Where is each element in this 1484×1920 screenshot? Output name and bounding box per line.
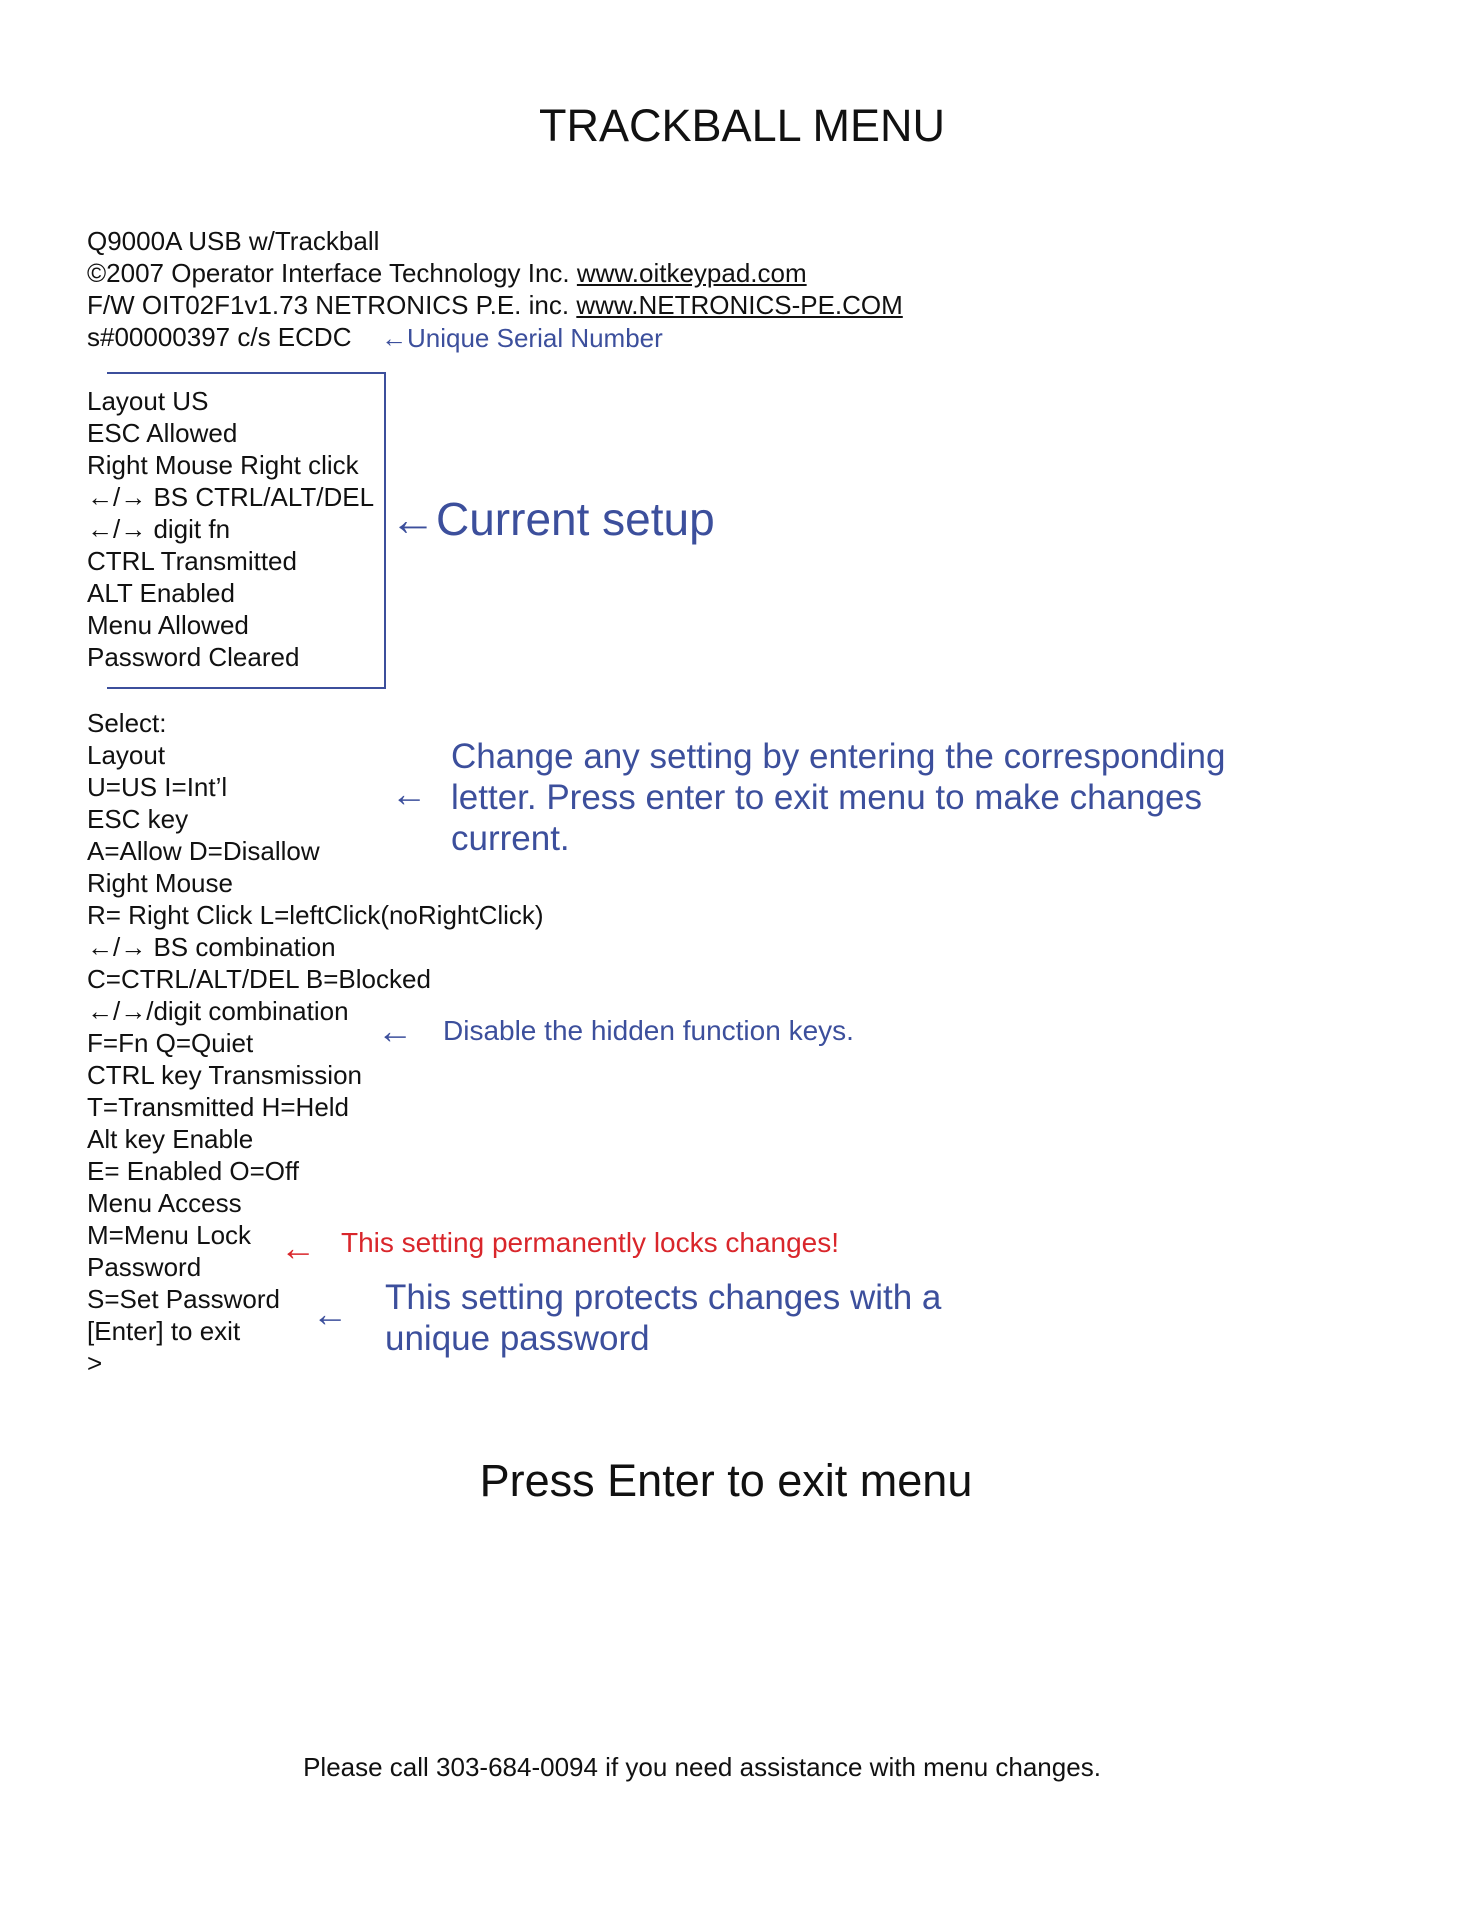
press-enter-instruction: Press Enter to exit menu (479, 1455, 973, 1506)
menu-line: F=Fn Q=Quiet (87, 1028, 254, 1058)
password-note-arrow: ← (312, 1293, 348, 1334)
setup-line: Menu Allowed (87, 610, 249, 640)
change-note-arrow: ← (391, 773, 427, 814)
menu-line: M=Menu Lock (87, 1220, 252, 1250)
password-note (385, 1277, 941, 1359)
setup-line: ESC Allowed (87, 418, 238, 448)
password-note-line: This setting protects changes with a (385, 1278, 942, 1317)
assistance-footer: Please call 303-684-0094 if you need assistance with menu changes. (303, 1752, 1101, 1782)
setup-line: Password Cleared (87, 642, 300, 672)
menu-line: Select: (87, 708, 167, 738)
setup-line: Right Mouse Right click (87, 450, 359, 480)
netronics-link[interactable]: www.NETRONICS-PE.COM (576, 290, 903, 320)
setup-line: ←/→ BS CTRL/ALT/DEL (87, 482, 375, 512)
change-note-line: Change any setting by entering the corresponding (451, 737, 1226, 776)
menu-line: CTRL key Transmission (87, 1060, 362, 1090)
menu-line: Alt key Enable (87, 1124, 254, 1154)
menu-line: R= Right Click L=leftClick(noRightClick) (87, 900, 544, 930)
menu-line: Menu Access (87, 1188, 242, 1218)
disable-note: Disable the hidden function keys. (443, 1015, 854, 1046)
menu-line: T=Transmitted H=Held (87, 1092, 350, 1122)
oitkeypad-link[interactable]: www.oitkeypad.com (576, 258, 807, 288)
menu-line: S=Set Password (87, 1284, 280, 1314)
menu-line: Layout (87, 740, 166, 770)
current-setup-note: ←Current setup (390, 493, 715, 545)
setup-line: Layout US (87, 386, 209, 416)
change-note (451, 736, 1225, 859)
serial-note: ←Unique Serial Number (381, 323, 663, 353)
lock-warning: This setting permanently locks changes! (341, 1227, 840, 1258)
menu-line: Right Mouse (87, 868, 233, 898)
setup-line: ALT Enabled (87, 578, 235, 608)
password-note-line: unique password (385, 1319, 650, 1358)
menu-line: Password (87, 1252, 202, 1282)
menu-line: C=CTRL/ALT/DEL B=Blocked (87, 964, 431, 994)
firmware-text: F/W OIT02F1v1.73 NETRONICS P.E. inc. (87, 290, 577, 320)
firmware-line (87, 289, 903, 321)
current-setup-list (87, 385, 374, 673)
copyright-line (87, 257, 807, 289)
menu-line: [Enter] to exit (87, 1316, 241, 1346)
copyright-text: ©2007 Operator Interface Technology Inc. (87, 258, 577, 288)
change-note-line: letter. Press enter to exit menu to make changes (451, 778, 1202, 817)
menu-line: > (87, 1348, 103, 1378)
disable-note-arrow: ← (377, 1010, 413, 1051)
menu-line: U=US I=Int’l (87, 772, 228, 802)
menu-line: E= Enabled O=Off (87, 1156, 299, 1186)
page-title: TRACKBALL MENU (539, 100, 945, 151)
menu-line: ESC key (87, 804, 189, 834)
serial-number: s#00000397 c/s ECDC (87, 322, 352, 352)
lock-warning-arrow: ← (280, 1227, 316, 1268)
device-model: Q9000A USB w/Trackball (87, 226, 380, 256)
menu-line: ←/→ BS combination (87, 932, 336, 962)
change-note-line: current. (451, 819, 570, 858)
menu-line: A=Allow D=Disallow (87, 836, 320, 866)
setup-line: ←/→ digit fn (87, 514, 231, 544)
menu-line: ←/→/digit combination (87, 996, 349, 1026)
setup-line: CTRL Transmitted (87, 546, 297, 576)
